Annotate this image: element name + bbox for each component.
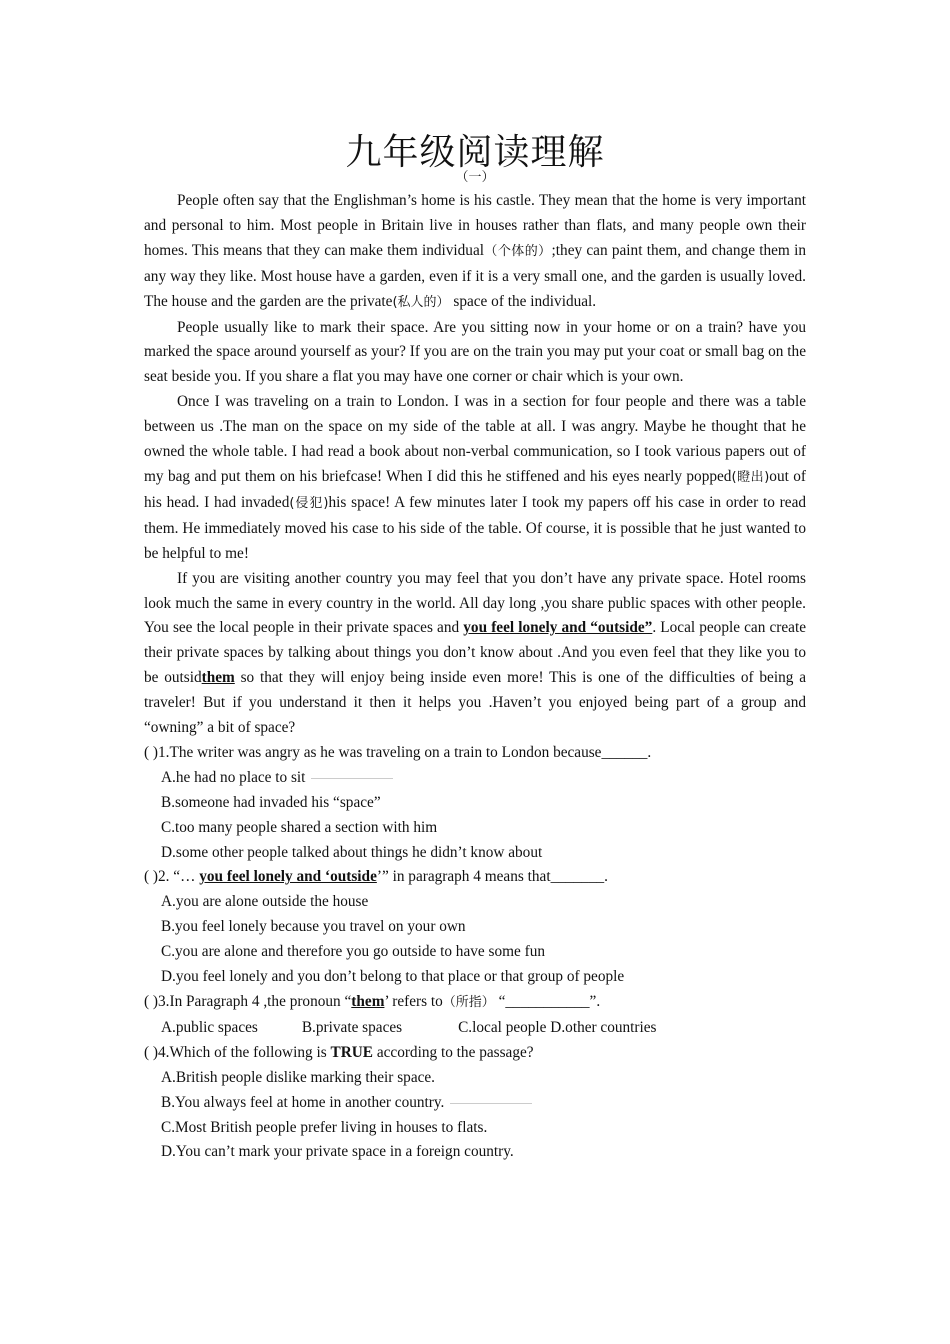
question-text: “___________”. bbox=[498, 993, 601, 1010]
question-text: ( )2. “… bbox=[144, 868, 200, 886]
question-1-option-b: B.someone had invaded his “space” bbox=[161, 793, 381, 811]
document-body bbox=[144, 189, 806, 1165]
question-2-option-d: D.you feel lonely and you don’t belong to that place or that group of people bbox=[161, 968, 625, 986]
option-c: C.local people bbox=[458, 1018, 547, 1036]
passage-paragraph-4 bbox=[144, 567, 806, 741]
passage-paragraph-2: People usually like to mark their space. Are you sitting now in your home or on a train? have you marked the space around yourself as your? If you are on the train you may put your coat or small bag on the seat beside you. If you share a flat you may have one corner or chair which is your own. bbox=[144, 318, 806, 386]
question-3-options bbox=[161, 1016, 806, 1041]
faint-line bbox=[311, 778, 393, 779]
chinese-gloss: (瞪出) bbox=[731, 469, 770, 485]
paragraph-text: ;they can paint them, and change them in any way they like. Most house have a garden, even if it is a very small one, and the garden is usually loved. The house and the garden are the private bbox=[144, 241, 806, 310]
question-1-option-a bbox=[161, 766, 806, 791]
page-title: 九年级阅读理解 bbox=[345, 132, 605, 174]
question-4-stem bbox=[144, 1041, 806, 1066]
option-text: A.he had no place to sit bbox=[161, 768, 306, 786]
question-4-option-b bbox=[161, 1091, 806, 1116]
question-4-option-d: D.You can’t mark your private space in a foreign country. bbox=[161, 1143, 514, 1161]
passage-paragraph-3 bbox=[144, 390, 806, 566]
question-text: ( )4.Which of the following is bbox=[144, 1043, 331, 1061]
underlined-pronoun: them bbox=[351, 993, 385, 1010]
question-4-option-c: C.Most British people prefer living in houses to flats. bbox=[161, 1118, 488, 1136]
question-1-stem: ( )1.The writer was angry as he was traveling on a train to London because______. bbox=[144, 743, 652, 761]
question-text: according to the passage? bbox=[373, 1043, 534, 1061]
paragraph-text: space of the individual. bbox=[453, 292, 597, 310]
option-d: D.other countries bbox=[550, 1018, 657, 1036]
paragraph-text: out of his head. I had invaded bbox=[144, 467, 806, 511]
question-1-option-c: C.too many people shared a section with him bbox=[161, 818, 438, 836]
faint-line bbox=[450, 1103, 532, 1104]
emphasis-word: TRUE bbox=[330, 1043, 373, 1061]
paragraph-text: People often say that the Englishman’s home is his castle. They mean that the home is very important and personal to him. Most people in Britain live in houses rather than flats, and many people own their homes. This means that they can make them individual bbox=[144, 192, 806, 259]
question-2-option-b: B.you feel lonely because you travel on your own bbox=[161, 918, 466, 936]
question-2-stem bbox=[144, 865, 806, 890]
question-3-stem bbox=[144, 990, 806, 1016]
underlined-pronoun: them bbox=[201, 669, 235, 687]
option-a: A.public spaces bbox=[161, 1018, 258, 1036]
paragraph-text: his space! A few minutes later I took my papers off his case in order to read them. He immediately moved his case to his side of the table. Of course, it is possible that he just wanted to be helpful to me! bbox=[144, 493, 807, 562]
paragraph-text: Once I was traveling on a train to London. I was in a section for four people and there was a table between us .The man on the space on my side of the table at all. I was angry. Maybe he thought that he owned the whole table. I had read a book about non-verbal communication, so I took various papers out of my bag and put them on his briefcase! When I did this he stiffened and his eyes nearly popped bbox=[144, 393, 806, 485]
option-b: B.private spaces bbox=[301, 1018, 403, 1036]
question-1-option-d: D.some other people talked about things he didn’t know about bbox=[161, 843, 543, 861]
paragraph-text: so that they will enjoy being inside even more! This is one of the difficulties of being a traveler! But if you understand it then it helps you .Haven’t you enjoyed being part of a group and “owning” a bit of space? bbox=[144, 669, 806, 737]
question-text: ( )3.In Paragraph 4 ,the pronoun “ bbox=[144, 993, 352, 1010]
paragraph-text: . Local people can create their private spaces by talking about things you don’t know about .And you even feel that they like you to be outsid bbox=[144, 619, 806, 687]
question-text: ’ refers to bbox=[384, 993, 443, 1010]
chinese-gloss: (侵犯) bbox=[289, 495, 329, 511]
chinese-gloss: (私人的） bbox=[392, 294, 450, 310]
paragraph-text: If you are visiting another country you may feel that you don’t have any private space. Hotel rooms look much the same in every country in the world. All day long ,you share public spaces with other people. You see the local people in their private spaces and bbox=[144, 569, 806, 637]
underlined-phrase: you feel lonely and “outside” bbox=[463, 619, 653, 637]
chinese-gloss: （个体的） bbox=[484, 243, 552, 259]
question-text: ’” in paragraph 4 means that_______. bbox=[376, 868, 608, 886]
question-2-option-c: C.you are alone and therefore you go outside to have some fun bbox=[161, 943, 546, 961]
chinese-gloss: （所指） bbox=[442, 995, 495, 1010]
section-number: （一） bbox=[455, 170, 495, 185]
question-4-option-a: A.British people dislike marking their space. bbox=[161, 1068, 436, 1086]
question-2-option-a: A.you are alone outside the house bbox=[161, 893, 369, 911]
option-text: B.You always feel at home in another country. bbox=[161, 1093, 445, 1111]
passage-paragraph-1 bbox=[144, 189, 806, 316]
underlined-phrase: you feel lonely and ‘outside bbox=[199, 868, 377, 886]
